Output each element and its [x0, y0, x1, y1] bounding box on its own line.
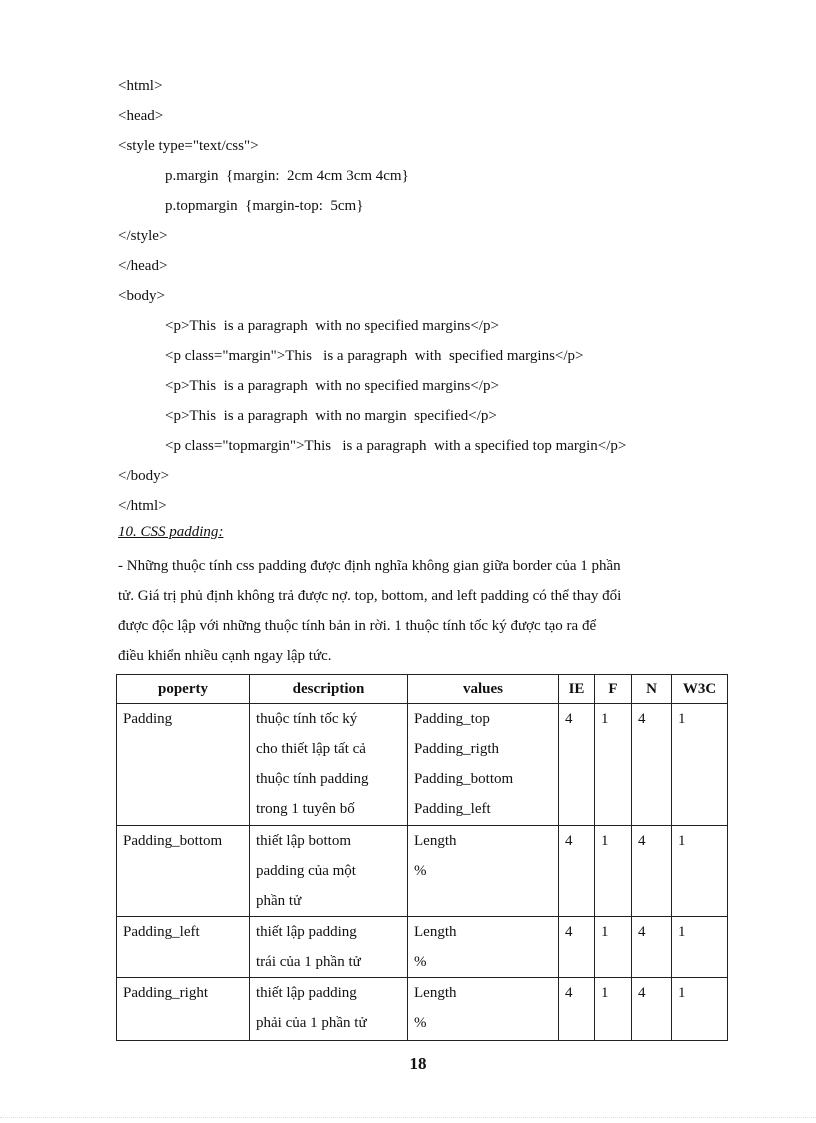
header-values: values — [408, 675, 559, 704]
cell-n: 4 — [638, 985, 646, 1001]
cell-description-line: thiết lập padding — [256, 924, 357, 940]
code-line: </body> — [118, 468, 170, 484]
code-line: </head> — [118, 258, 168, 274]
page-bottom-divider — [0, 1117, 816, 1118]
code-line: </html> — [118, 498, 167, 514]
table-header-row — [117, 675, 728, 704]
code-line: <head> — [118, 108, 164, 124]
cell-value-line: Length — [414, 924, 457, 940]
cell-description-line: padding của một — [256, 863, 356, 879]
code-line: <p class="topmargin">This is a paragraph with a specified top margin</p> — [165, 438, 627, 454]
code-line: p.topmargin {margin-top: 5cm} — [165, 198, 364, 214]
header-f: F — [595, 675, 632, 704]
cell-w3c: 1 — [678, 924, 686, 940]
cell-description-line: trong 1 tuyên bố — [256, 801, 355, 817]
code-line: <style type="text/css"> — [118, 138, 259, 154]
cell-f: 1 — [601, 985, 609, 1001]
code-line: <html> — [118, 78, 163, 94]
page-number: 18 — [409, 1054, 427, 1073]
cell-description-line: phải của 1 phần tử — [256, 1015, 367, 1031]
header-n: N — [632, 675, 672, 704]
section-title: 10. CSS padding — [118, 524, 219, 540]
cell-f: 1 — [601, 924, 609, 940]
cell-value-line: Padding_bottom — [414, 771, 514, 787]
table-row — [117, 704, 728, 826]
paragraph-line: điều khiển nhiều cạnh ngay lập tức. — [118, 648, 332, 664]
cell-value-line: Padding_rigth — [414, 741, 499, 757]
cell-ie: 4 — [565, 833, 573, 849]
cell-value-line: Padding_left — [414, 801, 491, 817]
cell-property: Padding_left — [123, 924, 200, 940]
cell-description-line: thiết lập padding — [256, 985, 357, 1001]
cell-value-line: % — [414, 1015, 427, 1031]
header-description: description — [250, 675, 408, 704]
paragraph-line: được độc lập với những thuộc tính bản in rời. 1 thuộc tính tốc ký được tạo ra để — [118, 618, 597, 634]
header-ie: IE — [559, 675, 595, 704]
section-heading — [118, 524, 223, 541]
cell-ie: 4 — [565, 711, 573, 727]
cell-description-line: thuộc tính tốc ký — [256, 711, 358, 727]
cell-w3c: 1 — [678, 985, 686, 1001]
paragraph-line: - Những thuộc tính css padding được định nghĩa không gian giữa border của 1 phần — [118, 558, 621, 574]
cell-w3c: 1 — [678, 833, 686, 849]
code-line: <p>This is a paragraph with no specified margins</p> — [165, 318, 499, 334]
cell-description-line: thuộc tính padding — [256, 771, 369, 787]
cell-property: Padding_right — [123, 985, 208, 1001]
cell-description-line: phần tử — [256, 893, 302, 909]
cell-n: 4 — [638, 833, 646, 849]
header-w3c: W3C — [672, 675, 728, 704]
code-line: <p class="margin">This is a paragraph with specified margins</p> — [165, 348, 584, 364]
cell-n: 4 — [638, 924, 646, 940]
code-line: p.margin {margin: 2cm 4cm 3cm 4cm} — [165, 168, 409, 184]
code-line: <body> — [118, 288, 165, 304]
cell-n: 4 — [638, 711, 646, 727]
cell-ie: 4 — [565, 985, 573, 1001]
cell-value-line: Length — [414, 833, 457, 849]
code-line: </style> — [118, 228, 168, 244]
header-property: poperty — [117, 675, 250, 704]
table-row — [117, 978, 728, 1041]
cell-description-line: trái của 1 phần tử — [256, 954, 361, 970]
cell-f: 1 — [601, 833, 609, 849]
cell-value-line: % — [414, 954, 427, 970]
cell-description-line: thiết lập bottom — [256, 833, 351, 849]
code-line: <p>This is a paragraph with no margin specified</p> — [165, 408, 497, 424]
cell-value-line: % — [414, 863, 427, 879]
section-title-colon: : — [218, 524, 224, 540]
cell-f: 1 — [601, 711, 609, 727]
cell-description-line: cho thiết lập tất cả — [256, 741, 366, 757]
cell-ie: 4 — [565, 924, 573, 940]
code-line: <p>This is a paragraph with no specified margins</p> — [165, 378, 499, 394]
padding-properties-table — [116, 674, 728, 1041]
cell-property: Padding_bottom — [123, 833, 223, 849]
paragraph-line: tử. Giá trị phủ định không trả được nợ. top, bottom, and left padding có thể thay đổi — [118, 588, 622, 604]
table-row — [117, 826, 728, 917]
cell-value-line: Padding_top — [414, 711, 490, 727]
cell-property: Padding — [123, 711, 173, 727]
cell-value-line: Length — [414, 985, 457, 1001]
cell-w3c: 1 — [678, 711, 686, 727]
table-row — [117, 917, 728, 978]
